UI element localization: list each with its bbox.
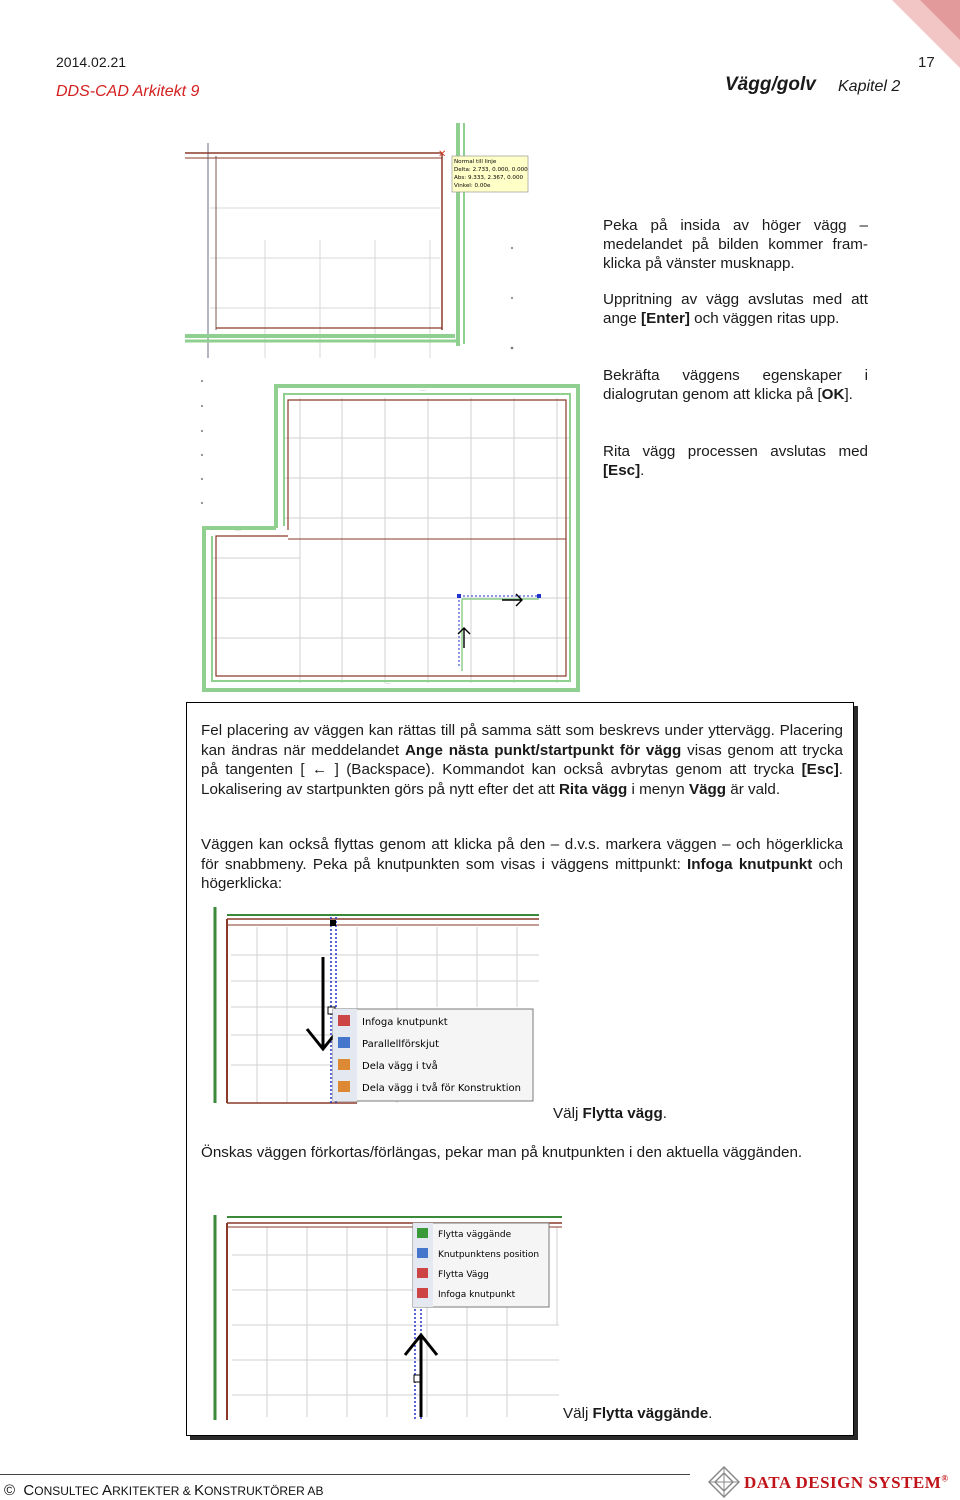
tooltip-line3: Abs: 9.333, 2.367, 0.000	[454, 175, 524, 181]
page-number: 17	[918, 54, 935, 71]
tooltip-line4: Vinkel: 0.00e	[454, 183, 491, 189]
context-menu-screenshot-2	[207, 1205, 567, 1425]
instruction-p2-a: Uppritning av vägg avslutas med att ange	[603, 291, 868, 327]
menu-item-knutpunktens-position[interactable]: Knutpunktens position	[438, 1250, 540, 1260]
menu-item-flytta-vagg[interactable]: Flytta Vägg	[438, 1270, 489, 1280]
instruction-step-4	[603, 442, 868, 480]
caption-flytta-vagg: Välj Flytta vägg.	[553, 1105, 667, 1122]
box-paragraph-3: Önskas väggen förkortas/förlängas, pekar man på knutpunkten i den aktuella väggänden.	[201, 1144, 803, 1161]
instruction-p4-a: Rita vägg processen avslutas med	[603, 443, 868, 460]
menu-item-parallellforskjut[interactable]: Parallellförskjut	[362, 1039, 440, 1050]
brand-name: DATA DESIGN SYSTEM®	[744, 1473, 949, 1492]
instruction-p1: Peka på insida av höger vägg – medelandet på bilden kommer fram-klicka på vänster musknapp.	[603, 217, 868, 272]
tooltip-line2: Delta: 2.733, 0.000, 0.000	[454, 167, 528, 173]
instruction-p3-a: Bekräfta väggens egenskaper i dialogrutan genom att klicka på [	[603, 367, 868, 403]
instruction-p2-c: och väggen ritas upp.	[689, 310, 840, 327]
menu-item-dela-vagg[interactable]: Dela vägg i två	[362, 1061, 438, 1072]
esc-key-label: [Esc]	[603, 462, 641, 479]
enter-key-label: [Enter]	[641, 310, 690, 327]
ok-label: OK	[821, 386, 845, 403]
instruction-p3-c: ].	[844, 386, 853, 403]
svg-text:----: ----	[385, 681, 391, 686]
section-title: Vägg/golv	[725, 74, 816, 95]
footer-company: © CONSULTEC ARKITEKTER & KONSTRUKTÖRER AB	[4, 1482, 324, 1499]
menu-item-dela-vagg-konstruktion[interactable]: Dela vägg i två för Konstruktion	[362, 1083, 521, 1094]
menu-item-infoga-knutpunkt[interactable]: Infoga knutpunkt	[362, 1017, 448, 1028]
cad-wall-drawing	[180, 118, 600, 698]
caption-flytta-vaggande: Välj Flytta väggände.	[563, 1405, 713, 1422]
svg-text:----: ----	[420, 388, 426, 393]
product-name: DDS-CAD Arkitekt 9	[56, 83, 200, 100]
chapter-label: Kapitel 2	[838, 78, 901, 95]
info-box	[186, 702, 854, 1436]
instruction-step-1	[603, 216, 868, 273]
svg-text:----: ----	[235, 528, 241, 533]
menu-item-flytta-vaggande[interactable]: Flytta väggände	[438, 1230, 512, 1240]
box-paragraph-1: Fel placering av väggen kan rättas till på samma sätt som beskrevs under yttervägg. Placering kan ändras när meddelandet Ange nästa punkt/startpunkt för vägg visas genom att trycka på tangenten [ ← ] (Backspace). Kommandot kan också avbrytas genom att trycka [Esc]. Lokalisering av startpunkten görs på nytt efter det att Rita vägg i menyn Vägg är vald.	[201, 722, 843, 798]
document-date: 2014.02.21	[56, 54, 127, 70]
context-menu-screenshot-1	[207, 907, 542, 1117]
box-paragraph-2: Väggen kan också flyttas genom att klicka på den – d.v.s. markera väggen – och högerklicka för snabbmeny. Peka på knutpunkten som visas i väggens mittpunkt: Infoga knutpunkt och högerklicka:	[201, 836, 843, 892]
svg-text:✕: ✕	[438, 149, 447, 160]
footer-rule	[0, 1474, 690, 1475]
instruction-step-3	[603, 366, 868, 404]
instruction-p4-c: .	[640, 462, 645, 479]
tooltip-line1: Normal till linje	[454, 159, 497, 165]
instruction-step-2	[603, 290, 868, 328]
menu-item-infoga-knutpunkt-2[interactable]: Infoga knutpunkt	[438, 1290, 516, 1300]
dds-logo-icon	[708, 1466, 740, 1498]
